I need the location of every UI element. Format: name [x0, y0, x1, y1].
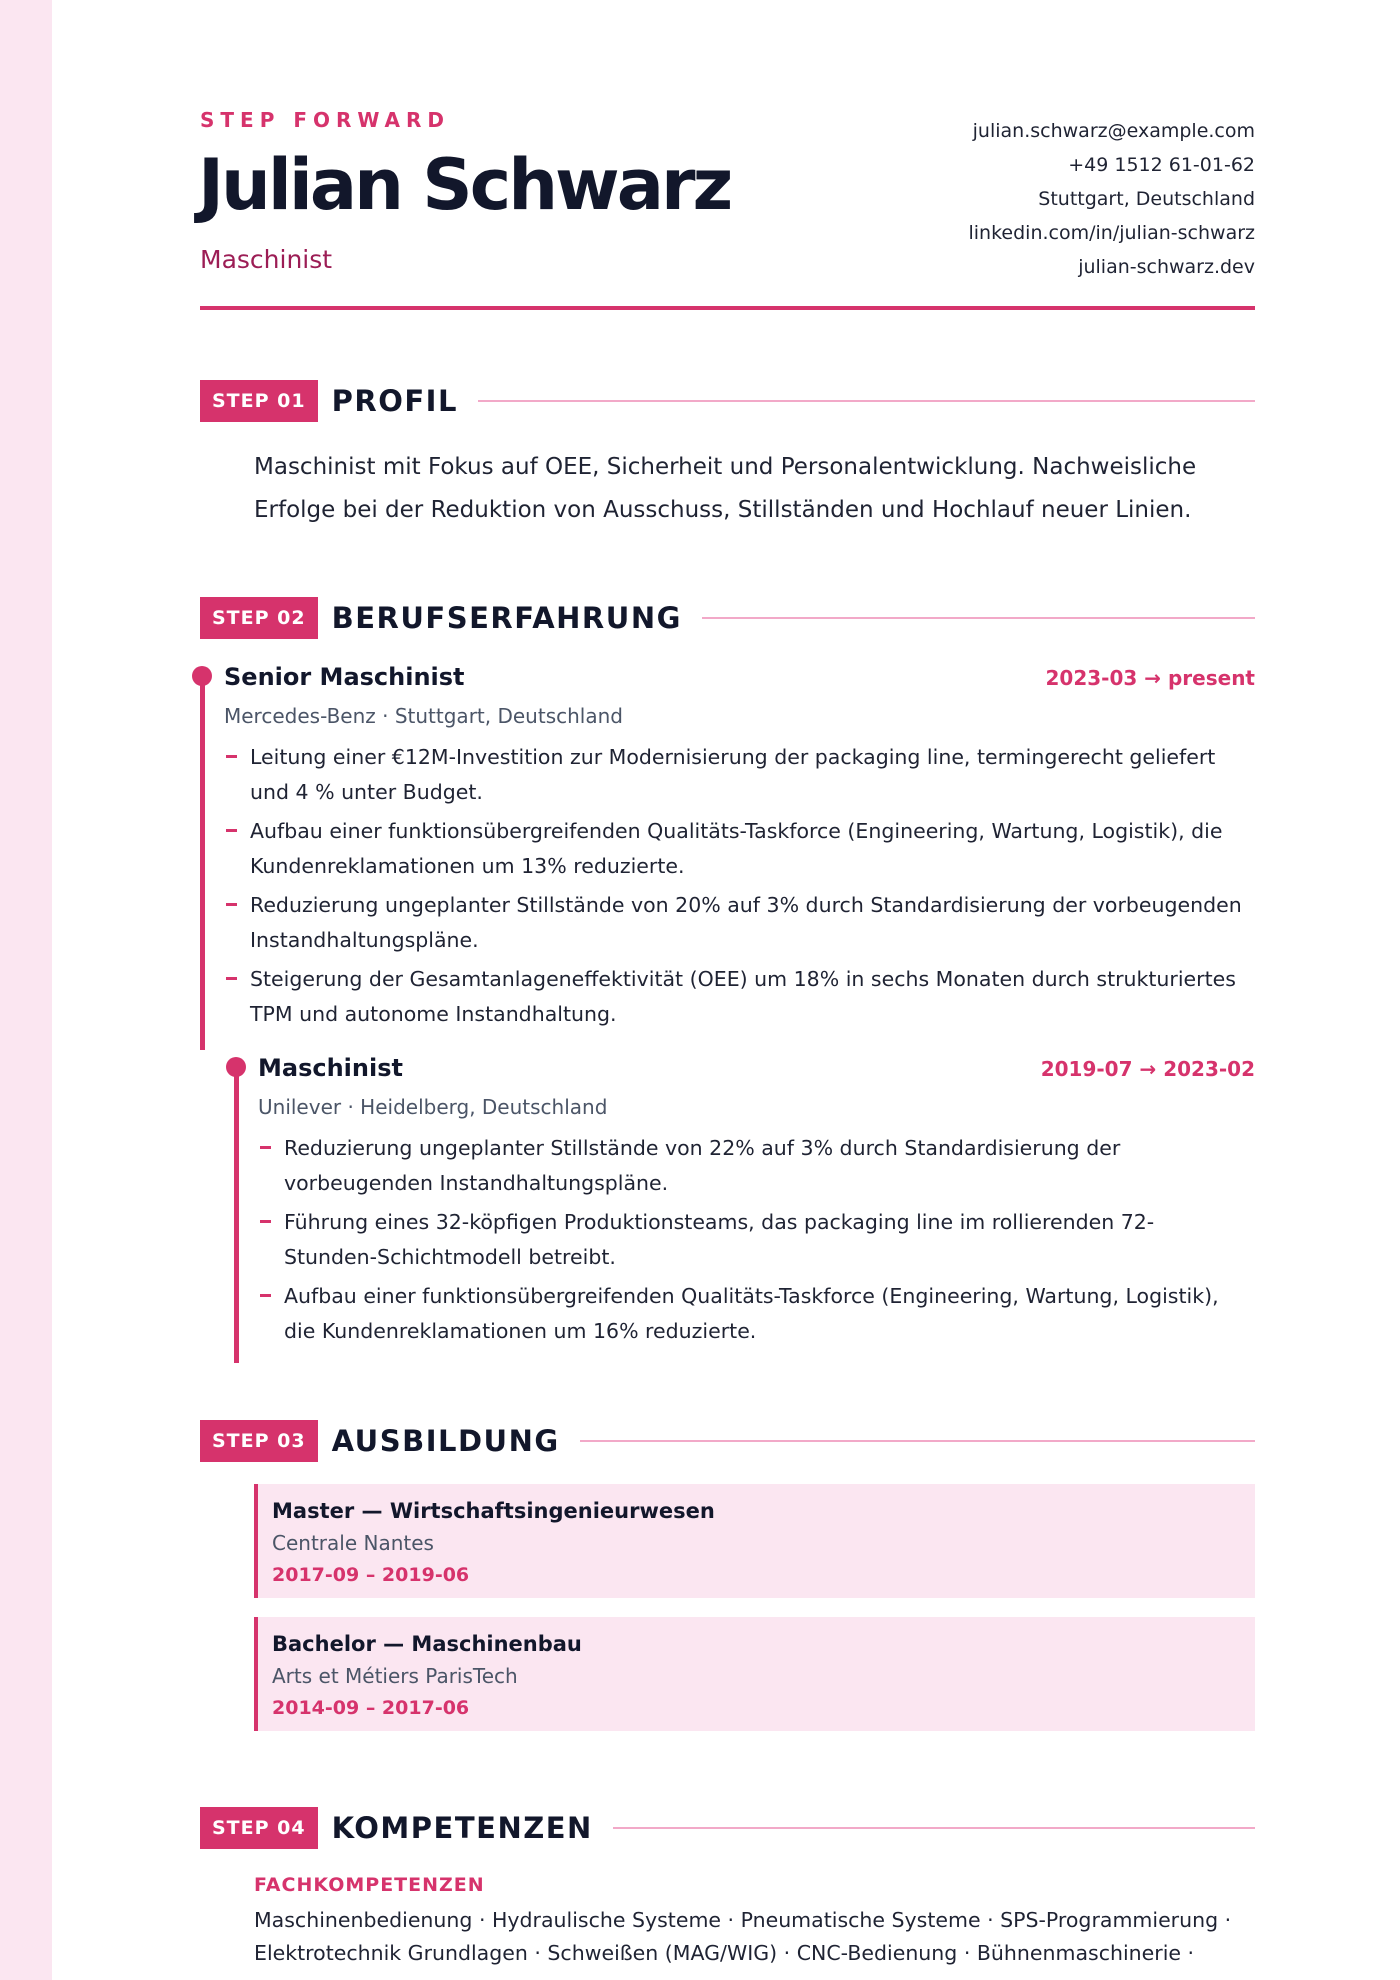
timeline-dot — [226, 1057, 246, 1077]
job-company: Unilever · Heidelberg, Deutschland — [258, 1095, 608, 1119]
experience-entry — [200, 663, 1255, 1036]
skills-category: FACHKOMPETENZEN — [254, 1874, 485, 1896]
section-title: KOMPETENZEN — [331, 1811, 593, 1845]
experience-entry — [234, 1054, 1255, 1357]
job-bullet: Aufbau einer funktionsübergreifenden Qualitäts-Taskforce (Engineering, Wartung, Logistik), die Kundenreklamationen um 13% reduzierte. — [250, 814, 1250, 884]
section-heading-skills — [200, 1807, 1255, 1849]
step-badge: STEP 01 — [200, 380, 318, 422]
education-school: Centrale Nantes — [272, 1531, 434, 1555]
section-title: AUSBILDUNG — [331, 1424, 560, 1458]
step-badge: STEP 03 — [200, 1420, 318, 1462]
timeline-bar — [200, 678, 205, 1050]
job-bullet: Steigerung der Gesamtanlageneffektivität (OEE) um 18% in sechs Monaten durch strukturiertes TPM und autonome Instandhaltung. — [250, 962, 1250, 1032]
education-period: 2014-09 – 2017-06 — [272, 1697, 470, 1719]
profile-summary: Maschinist mit Fokus auf OEE, Sicherheit und Personalentwicklung. Nachweisliche Erfolge bei der Reduktion von Ausschuss, Stillständen und Hochlauf neuer Linien. — [254, 454, 1197, 523]
education-degree: Master — Wirtschaftsingenieurwesen — [272, 1499, 715, 1523]
job-bullet: Führung eines 32-köpfigen Produktionsteams, das packaging line im rollierenden 72-Stunden-Schichtmodell betreibt. — [284, 1205, 1224, 1275]
contact-location: Stuttgart, Deutschland — [1038, 188, 1255, 210]
job-bullet: Aufbau einer funktionsübergreifenden Qualitäts-Taskforce (Engineering, Wartung, Logistik), die Kundenreklamationen um 16% reduzierte. — [284, 1279, 1224, 1349]
step-badge: STEP 02 — [200, 597, 318, 639]
section-rule — [478, 400, 1255, 402]
contact-email[interactable]: julian.schwarz@example.com — [972, 120, 1255, 142]
education-school: Arts et Métiers ParisTech — [272, 1664, 518, 1688]
job-dates: 2023-03 → present — [1045, 666, 1255, 690]
education-degree: Bachelor — Maschinenbau — [272, 1632, 582, 1656]
resume-page — [200, 0, 1255, 1980]
job-bullet: Reduzierung ungeplanter Stillstände von 20% auf 3% durch Standardisierung der vorbeugenden Instandhaltungspläne. — [250, 888, 1250, 958]
job-bullet: Reduzierung ungeplanter Stillstände von 22% auf 3% durch Standardisierung der vorbeugenden Instandhaltungspläne. — [284, 1131, 1224, 1201]
job-title: Senior Maschinist — [224, 663, 465, 691]
job-bullets — [284, 1131, 1224, 1353]
job-title: Maschinist — [258, 1054, 403, 1082]
section-rule — [702, 617, 1255, 619]
contact-phone[interactable]: +49 1512 61-01-62 — [1068, 154, 1255, 176]
job-bullet: Leitung einer €12M-Investition zur Modernisierung der packaging line, termingerecht geliefert und 4 % unter Budget. — [250, 740, 1250, 810]
section-heading-education — [200, 1420, 1255, 1462]
contact-website[interactable]: julian-schwarz.dev — [1078, 256, 1255, 278]
header-kicker: STEP FORWARD — [200, 108, 451, 132]
section-heading-experience — [200, 597, 1255, 639]
section-title: BERUFSERFAHRUNG — [331, 601, 682, 635]
contact-linkedin[interactable]: linkedin.com/in/julian-schwarz — [968, 222, 1255, 244]
skills-list: Maschinenbedienung · Hydraulische Systeme · Pneumatische Systeme · SPS-Programmierung · Elektrotechnik Grundlagen · Schweißen (MAG/WIG) · CNC-Bedienung · Bühnenmaschinerie · — [254, 1908, 1232, 1965]
section-title: PROFIL — [331, 384, 458, 418]
education-entry — [254, 1484, 1255, 1598]
section-heading-profile — [200, 380, 1255, 422]
section-rule — [580, 1440, 1255, 1442]
candidate-name: Julian Schwarz — [198, 144, 731, 226]
decorative-side-band — [0, 0, 52, 1980]
step-badge: STEP 04 — [200, 1807, 318, 1849]
header-divider — [200, 306, 1255, 310]
contact-block — [968, 114, 1255, 284]
job-dates: 2019-07 → 2023-02 — [1040, 1057, 1255, 1081]
timeline-bar — [234, 1069, 239, 1363]
job-company: Mercedes-Benz · Stuttgart, Deutschland — [224, 704, 623, 728]
job-bullets — [250, 740, 1250, 1036]
section-rule — [613, 1827, 1255, 1829]
education-entry — [254, 1617, 1255, 1731]
candidate-role: Maschinist — [200, 245, 333, 274]
education-period: 2017-09 – 2019-06 — [272, 1564, 470, 1586]
timeline-dot — [192, 666, 212, 686]
